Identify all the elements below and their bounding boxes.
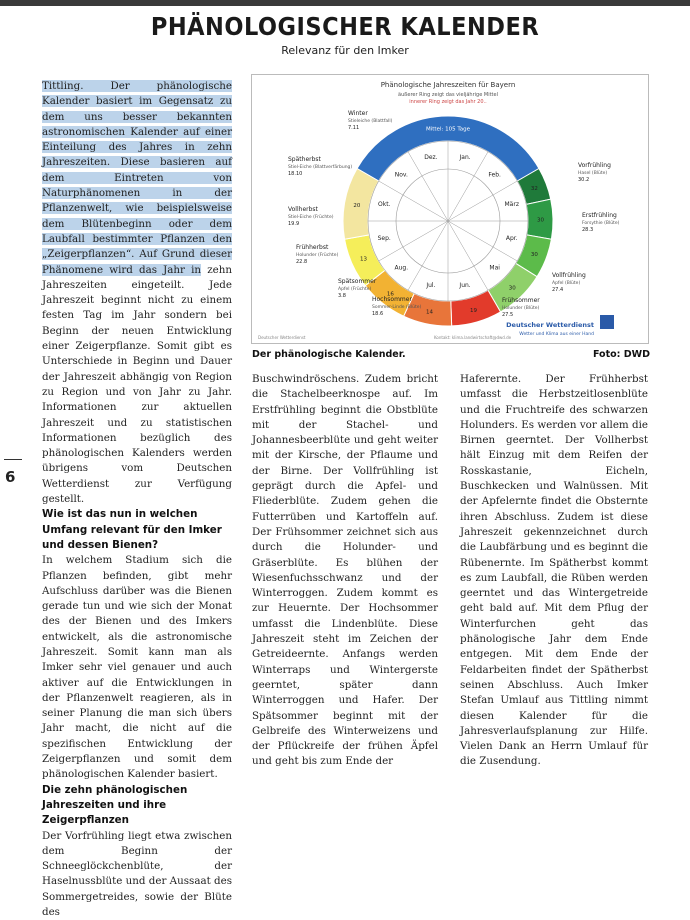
- seasons-paragraph: Der Vorfrühling liegt etwa zwischen dem Beginn der Schneeglöckchenblüte, der Haselnussblüte und der Aussaat des Sommergetreides, sowie der Blüte des: [42, 829, 232, 919]
- column-2-text: Buschwindröschens. Zudem bricht die Stachelbeerknospe auf. Im Erstfrühling beginnt die Obstblüte mit der Stachel- und Johannesbeerblüte und geht weiter mit der Kirsche, der Pflaume und der Birne. Der Vollfrühling ist geprägt durch die Apfel- und Fliederblüte. Zudem gehen die Futterrüben und Kartoffeln auf. Der Frühsommer zeichnet sich aus durch die Holunder- und Gräserblüte. Es blühen der Wiesenfuchsschwanz und der Winterroggen. Zudem kommt es zur Heuernte. Der Hochsommer umfasst die Lindenblüte. Diese Jahreszeit steht im Zeichen der Getreideernte. Anfangs werden Winterraps und Wintergerste geerntet, später dann Winterroggen und Hafer. Der Spätsommer beginnt mit der Gelbreife des Winterweizens und der Pflückreife der frühen Äpfel und geht bis zum Ende der: [252, 373, 438, 768]
- segment-value: 30: [536, 217, 544, 224]
- figure-credit: Foto: DWD: [592, 349, 650, 360]
- season-label: 30.2: [578, 177, 590, 183]
- segment-value: 20: [353, 202, 361, 209]
- season-label: Holunder (Blüte): [502, 306, 540, 311]
- dwd-brand-sub: Wetter und Klima aus einer Hand: [519, 332, 594, 337]
- intro-rest: zehn Jahreszeiten eingeteilt. Jede Jahreszeit beginnt nicht zu einem festen Tag im Jahr sondern bei Beginn der neuen Entwicklung einer Zeigerpflanze. Somit gibt es Unterschiede in Beginn und Dauer der Jahreszeit abhängig von Region zu Region und von Jahr zu Jahr. Informationen zur aktuellen Jahreszeit und zu statistischen Informationen bezüglich des phänologischen Kalenders werden übrigens vom Deutschen Wetterdienst zur Verfügung gestellt.: [42, 263, 232, 506]
- segment-value: Mittel: 105 Tage: [425, 126, 471, 133]
- season-label: Stiel-Eiche (Blattverfärbung): [288, 165, 353, 170]
- month-label: Apr.: [505, 235, 518, 243]
- segment-value: 30: [508, 285, 516, 292]
- season-label: Sommer-Linde (Blüte): [372, 305, 422, 310]
- season-label: Holunder (Früchte): [296, 253, 339, 258]
- season-label: Apfel (Blüte): [552, 281, 581, 286]
- season-label: Spätherbst: [288, 156, 321, 163]
- month-label: Dez.: [424, 154, 438, 162]
- segment-value: 14: [426, 309, 434, 316]
- segment-value: 13: [359, 256, 367, 263]
- season-label: Apfel (Früchte): [338, 287, 372, 292]
- season-label: 7.11: [348, 125, 360, 131]
- dwd-logo-icon: [600, 315, 614, 329]
- month-label: März: [504, 200, 519, 208]
- season-label: Vollfrühling: [552, 272, 586, 279]
- season-label: 27.5: [502, 312, 514, 318]
- column-3-text: Haferernte. Der Frühherbst umfasst die Herbstzeitlosenblüte und die Fruchtreife des schwarzen Holunders. Es werden vor allem die Birnen geerntet. Der Vollherbst hält Einzug mit dem Reifen der Rosskastanie, Eicheln, Buschkecken und Walnüssen. Mit der Apfelernte findet die Obsternte ihren Abschluss. Zudem ist diese Jahreszeit gekennzeichnet durch die Laubfärbung und es beginnt die Rübenernte. Im Spätherbst kommt es zum Laubfall, die Rüben werden geerntet und das Wintergetreide geht bald auf. Mit dem Pflug der Winterfurchen geht das phänologische Jahr dem Ende entgegen. Mit dem Ende der Feldarbeiten findet der Spätherbst seinen Abschluss. Auch Imker Stefan Umlauf aus Tittling nimmt diesen Kalender für die Jahresverlaufsplanung zur Hilfe. Vielen Dank an Herrn Umlauf für die Zusendung.: [460, 373, 648, 768]
- season-label: Vorfrühling: [578, 162, 611, 169]
- month-label: Aug.: [394, 264, 409, 272]
- legend-inner: innerer Ring zeigt das Jahr 20..: [409, 99, 487, 105]
- month-label: Jun.: [459, 281, 471, 289]
- intro-paragraph: [42, 79, 232, 507]
- page-subtitle: Relevanz für den Imker: [281, 44, 409, 57]
- season-label: Stieleiche (Blattfall): [348, 119, 393, 124]
- legend-outer: äußerer Ring zeigt das vieljährige Mittel: [398, 92, 498, 98]
- segment-value: 16: [386, 291, 394, 298]
- segment-value: 19: [469, 307, 477, 314]
- month-label: Feb.: [488, 171, 501, 179]
- column-1: [42, 79, 232, 920]
- month-label: Jan.: [459, 154, 471, 162]
- top-rule: [0, 0, 690, 6]
- phenology-wheel: [252, 75, 648, 343]
- chart-footer-left: Deutscher Wetterdienst: [258, 335, 306, 340]
- month-label: Mai: [489, 264, 500, 272]
- page-number: 6: [5, 468, 16, 486]
- season-label: 27.4: [552, 287, 564, 293]
- season-label: Hochsommer: [372, 296, 412, 303]
- season-label: 28.3: [582, 227, 594, 233]
- figure-caption: Der phänologische Kalender.: [252, 349, 406, 360]
- season-label: Erstfrühling: [582, 212, 617, 219]
- segment-value: 30: [530, 252, 538, 259]
- season-label: Frühherbst: [296, 244, 329, 251]
- season-label: 3.8: [338, 293, 346, 299]
- season-label: Frühsommer: [502, 297, 540, 304]
- chart-footer-right: Kontakt: klima.landwirtschaft@dwd.de: [434, 335, 512, 340]
- segment-value: 32: [530, 185, 538, 192]
- section-heading-relevance: Wie ist das nun in welchen Umfang relevant für den Imker und dessen Bienen?: [42, 508, 222, 551]
- season-label: Stiel-Eiche (Früchte): [288, 215, 334, 220]
- season-label: Forsythie (Blüte): [582, 221, 620, 226]
- chart-title: Phänologische Jahreszeiten für Bayern: [380, 81, 516, 89]
- season-label: Hasel (Blüte): [578, 171, 608, 176]
- column-2: [252, 372, 438, 770]
- dwd-brand: Deutscher Wetterdienst: [506, 321, 594, 329]
- relevance-paragraph: In welchem Stadium sich die Pflanzen befinden, gibt mehr Aufschluss darüber was die Bienen gerade tun und wie sich der Monat des der Bienen und des Imkers entwickelt, als die astronomische Jahreszeit. Somit kann man als Imker sehr viel genauer und auch aktiver auf die Entwicklungen in der Pflanzenwelt reagieren, als in seiner Planung die man sich übers Jahr macht, die nicht auf die spezifischen Entwicklung der Zeigerpflanzen und somit dem phänologischen Kalender basiert.: [42, 554, 232, 781]
- phenology-chart-figure: [251, 74, 649, 344]
- month-label: Nov.: [394, 171, 408, 179]
- column-3: [460, 372, 648, 770]
- page-number-rule: [4, 459, 22, 460]
- season-label: Spätsommer: [338, 278, 377, 285]
- page-title: PHÄNOLOGISCHER KALENDER: [150, 12, 540, 41]
- section-heading-seasons: Die zehn phänologischen Jahreszeiten und ihre Zeigerpflanzen: [42, 783, 188, 827]
- season-label: 22.8: [296, 259, 308, 265]
- highlighted-text: Tittling. Der phänologische Kalender basiert im Gegensatz zu dem uns besser bekannten astronomischen Kalender auf einer Einteilung des Jahres in zehn Jahreszeiten. Diese basieren auf dem Eintreten von Naturphänomenen in der Pflanzenwelt, wie beispielsweise dem Blütenbeginn oder dem Laubfall bestimmter Pflanzen den „Zeigerpflanzen“. Auf Grund dieser Phänomene wird das Jahr in: [42, 80, 232, 276]
- wheel-group: [343, 116, 553, 326]
- season-label: 18.10: [288, 171, 303, 177]
- month-label: Jul.: [426, 281, 436, 289]
- month-label: Okt.: [378, 200, 391, 208]
- season-label: Winter: [348, 110, 368, 117]
- season-label: 19.9: [288, 221, 300, 227]
- month-label: Sep.: [377, 235, 391, 243]
- season-label: Vollherbst: [288, 206, 318, 213]
- season-label: 18.6: [372, 311, 384, 317]
